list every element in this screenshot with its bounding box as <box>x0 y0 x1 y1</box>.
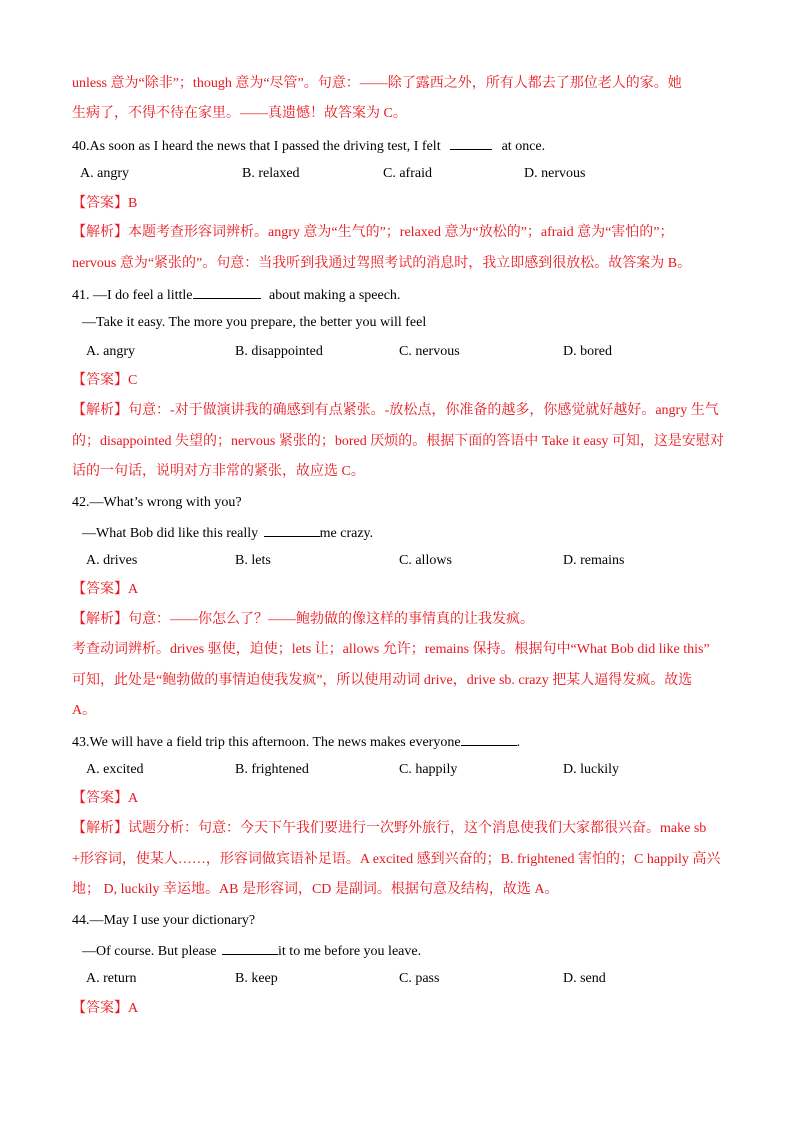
q42-option-d: D. remains <box>563 553 625 568</box>
q44-option-b: B. keep <box>235 971 278 986</box>
q44-reply-end: it to me before you leave. <box>278 944 422 959</box>
q43-answer: 【答案】A <box>72 791 139 806</box>
q41-option-d: D. bored <box>563 344 612 359</box>
q43-stem-end: . <box>516 735 521 750</box>
q42-option-a: A. drives <box>86 553 138 568</box>
q40-blank <box>450 135 492 150</box>
q40-option-d: D. nervous <box>524 166 586 181</box>
q42-stem: 42.—What’s wrong with you? <box>72 495 242 510</box>
q44-stem: 44.—May I use your dictionary? <box>72 913 256 928</box>
q43-blank <box>461 731 517 746</box>
q40-stem-text: 40.As soon as I heard the news that I passed the driving test, I felt <box>72 139 441 154</box>
q42-explanation-line3: 可知，此处是“鲍勃做的事情迫使我发疯”，所以使用动词 drive，drive sb. crazy 把某人逼得发疯。故选 <box>72 673 693 688</box>
q43-option-a: A. excited <box>86 762 144 777</box>
q41-option-c: C. nervous <box>399 344 460 359</box>
q42-explanation-line1: 【解析】句意：——你怎么了？——鲍勃做的像这样的事情真的让我发疯。 <box>72 612 534 627</box>
q41-stem <box>72 284 400 306</box>
q41-explanation-line2: 的；disappointed 失望的；nervous 紧张的；bored 厌烦的。根据下面的答语中 Take it easy 可知，这是安慰对 <box>72 434 724 449</box>
q43-explanation-line3: 地； D, luckily 幸运地。AB 是形容词，CD 是副词。根据句意及结构，故选 A。 <box>72 882 559 897</box>
q44-reply <box>82 940 421 962</box>
q39-explanation-line1: unless 意为“除非”；though 意为“尽管”。句意：——除了露西之外，所有人都去了那位老人的家。她 <box>72 76 682 91</box>
q41-option-a: A. angry <box>86 344 135 359</box>
q41-answer: 【答案】C <box>72 373 138 388</box>
q41-explanation-line1: 【解析】句意：-对于做演讲我的确感到有点紧张。-放松点，你准备的越多，你感觉就好越好。angry 生气 <box>72 403 719 418</box>
q42-reply <box>82 522 373 544</box>
q40-explanation-line2: nervous 意为“紧张的”。句意：当我听到我通过驾照考试的消息时，我立即感到很放松。故答案为 B。 <box>72 256 692 271</box>
q44-option-a: A. return <box>86 971 137 986</box>
q40-answer: 【答案】B <box>72 196 138 211</box>
q42-reply-end: me crazy. <box>319 526 374 541</box>
q43-option-d: D. luckily <box>563 762 619 777</box>
q40-explanation-line1: 【解析】本题考查形容词辨析。angry 意为“生气的”；relaxed 意为“放松的”；afraid 意为“害怕的”； <box>72 225 674 240</box>
q42-explanation-line2: 考查动词辨析。drives 驱使，迫使；lets 让；allows 允许；remains 保持。根据句中“What Bob did like this” <box>72 642 710 657</box>
q43-explanation-line2: +形容词，使某人……，形容词做宾语补足语。A excited 感到兴奋的；B. frightened 害怕的；C happily 高兴 <box>72 852 721 867</box>
q43-stem-text: 43.We will have a field trip this afternoon. The news makes everyone <box>72 735 461 750</box>
q42-answer: 【答案】A <box>72 582 139 597</box>
q44-blank <box>222 940 278 955</box>
q44-reply-text: —Of course. But please <box>82 944 217 959</box>
q40-stem <box>72 135 545 157</box>
q42-explanation-line4: A。 <box>72 703 97 718</box>
q42-option-c: C. allows <box>399 553 452 568</box>
q41-stem-end: about making a speech. <box>269 288 401 303</box>
q44-option-d: D. send <box>563 971 606 986</box>
q43-option-b: B. frightened <box>235 762 309 777</box>
q40-option-a: A. angry <box>80 166 129 181</box>
q41-stem-text: 41. —I do feel a little <box>72 288 193 303</box>
q42-option-b: B. lets <box>235 553 271 568</box>
q44-option-c: C. pass <box>399 971 440 986</box>
q43-option-c: C. happily <box>399 762 458 777</box>
q40-option-b: B. relaxed <box>242 166 300 181</box>
q43-stem <box>72 731 520 753</box>
q44-answer: 【答案】A <box>72 1001 139 1016</box>
q41-explanation-line3: 话的一句话，说明对方非常的紧张，故应选 C。 <box>72 464 365 479</box>
q39-explanation-line2: 生病了，不得不待在家里。——真遗憾！故答案为 C。 <box>72 106 407 121</box>
q40-stem-end: at once. <box>501 139 546 154</box>
q42-reply-text: —What Bob did like this really <box>82 526 259 541</box>
q40-option-c: C. afraid <box>383 166 432 181</box>
q43-explanation-line1: 【解析】试题分析：句意：今天下午我们要进行一次野外旅行，这个消息使我们大家都很兴奋。make sb <box>72 821 707 836</box>
q41-reply: —Take it easy. The more you prepare, the better you will feel <box>82 315 427 330</box>
q41-blank <box>193 284 261 299</box>
q42-blank <box>264 522 320 537</box>
q41-option-b: B. disappointed <box>235 344 323 359</box>
